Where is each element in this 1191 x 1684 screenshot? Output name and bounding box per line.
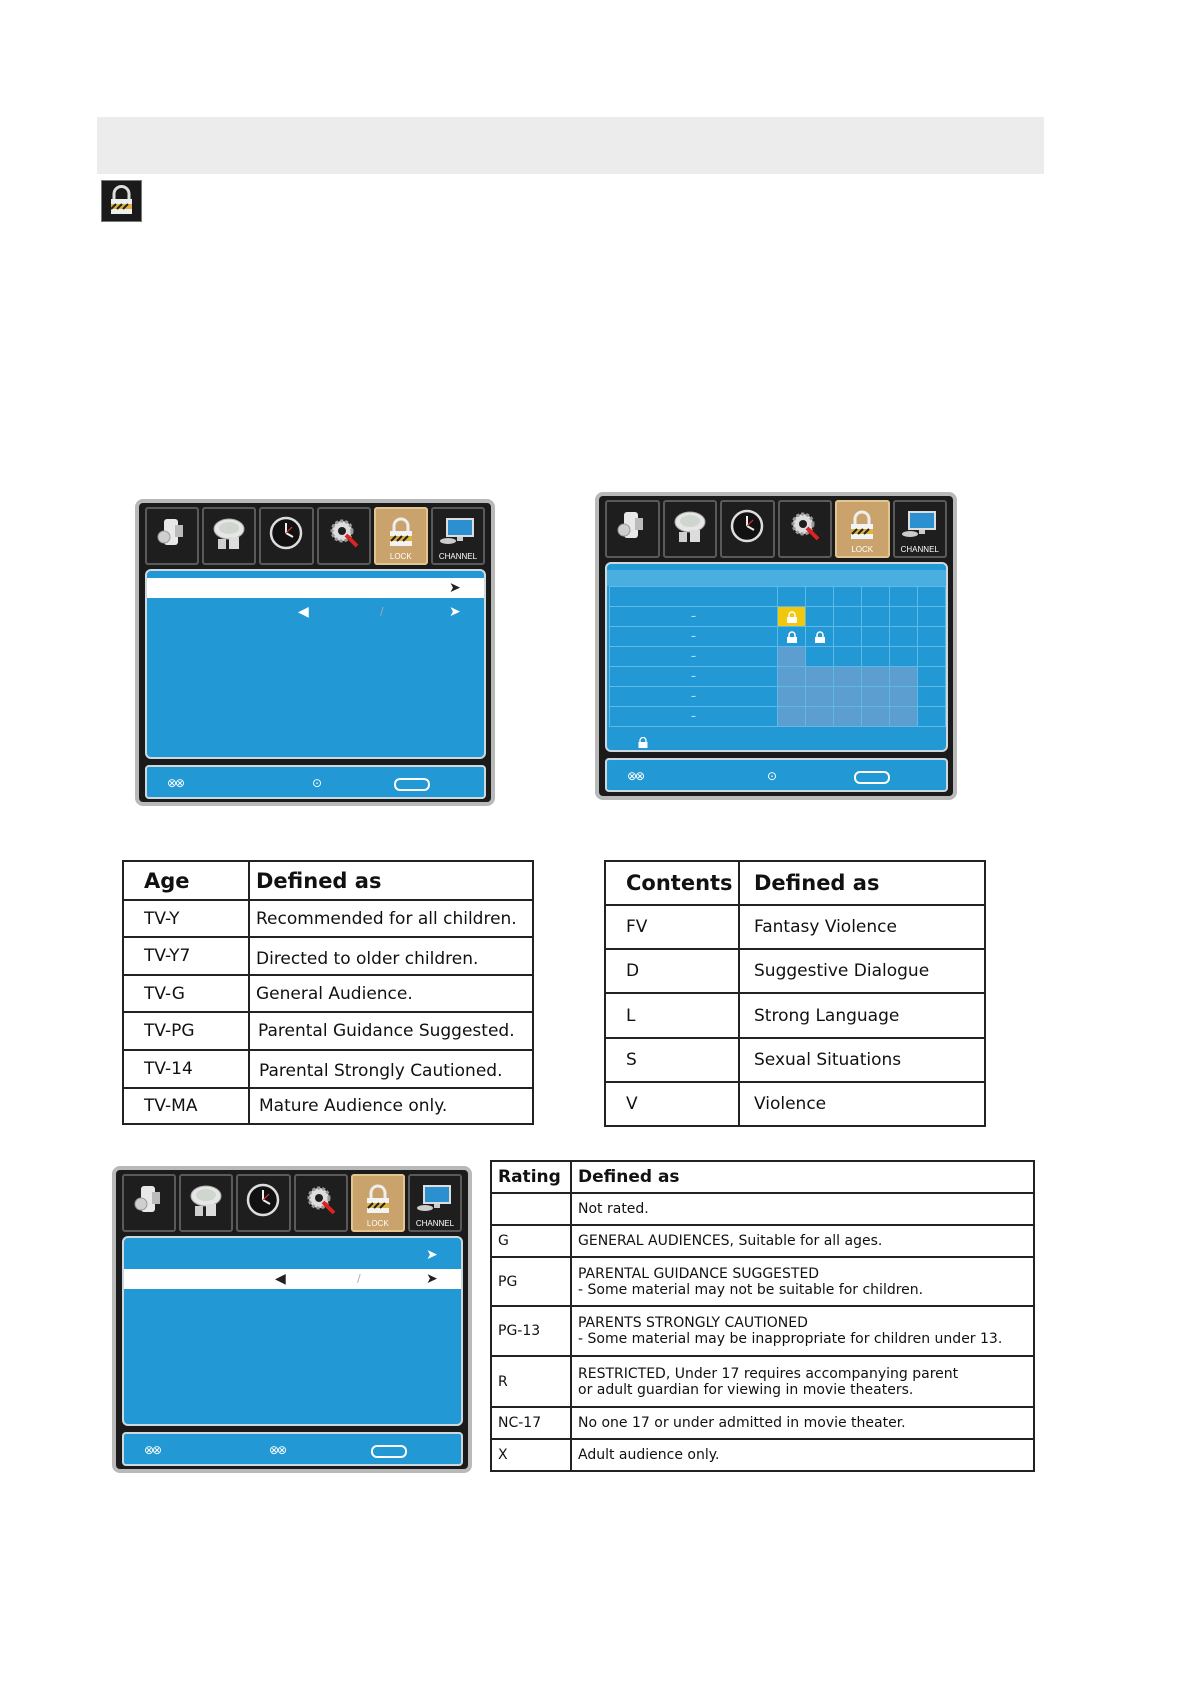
table-cell: Recommended for all children. (249, 900, 533, 937)
table-cell: Adult audience only. (571, 1439, 1034, 1471)
separator-slash: / (357, 1272, 361, 1285)
menu-tab-camera[interactable] (605, 500, 660, 558)
table-cell: S (605, 1038, 739, 1082)
menu-icon-bar (145, 507, 485, 565)
table-header: Defined as (249, 861, 533, 900)
menu-icon-bar (605, 500, 947, 558)
right-arrow-icon[interactable]: ➤ (449, 580, 461, 596)
menu-footer (122, 1432, 463, 1466)
table-cell: R (491, 1356, 571, 1407)
menu-footer (145, 765, 486, 799)
table-cell: Fantasy Violence (739, 905, 985, 949)
menu-button-icon (394, 778, 430, 791)
menu-tab-lock[interactable] (351, 1174, 405, 1232)
table-cell: TV-14 (123, 1050, 249, 1088)
right-arrow-icon[interactable]: ➤ (449, 604, 461, 620)
table-cell: Mature Audience only. (249, 1088, 533, 1124)
table-cell: GENERAL AUDIENCES, Suitable for all ages. (571, 1225, 1034, 1257)
table-cell: No one 17 or under admitted in movie theater. (571, 1407, 1034, 1439)
left-arrow-icon[interactable]: ◀ (298, 604, 309, 620)
menu-tab-monitor[interactable] (408, 1174, 462, 1232)
table-cell: NC-17 (491, 1407, 571, 1439)
menu-tab-label: CHANNEL (900, 545, 939, 554)
menu-tab-clock[interactable] (236, 1174, 290, 1232)
menu-button-icon (371, 1445, 407, 1458)
table-cell: Parental Strongly Cautioned. (249, 1050, 533, 1088)
table-cell: TV-PG (123, 1012, 249, 1050)
table-cell: Directed to older children. (249, 937, 533, 975)
menu-tab-label: LOCK (851, 545, 874, 554)
menu-panel (145, 569, 486, 759)
grid-cell-locked[interactable] (778, 607, 806, 627)
tv-menu-content-grid (595, 492, 957, 800)
menu-tab-clock[interactable] (720, 500, 775, 558)
menu-tab-label: CHANNEL (438, 552, 478, 561)
tv-menu-mpaa-rating (112, 1166, 472, 1473)
table-cell: PG (491, 1257, 571, 1306)
up-down-nav-icon: ⊗⊗ (167, 776, 184, 790)
table-cell: TV-MA (123, 1088, 249, 1124)
table-cell (491, 1193, 571, 1225)
select-nav-icon: ⊙ (767, 769, 776, 783)
left-arrow-icon[interactable]: ◀ (275, 1271, 286, 1287)
lock-icon (637, 737, 649, 748)
menu-tab-label: CHANNEL (415, 1219, 455, 1228)
menu-tab-lock[interactable] (835, 500, 890, 558)
tv-menu-age-rating (135, 499, 495, 806)
table-cell: L (605, 993, 739, 1038)
table-cell: PARENTAL GUIDANCE SUGGESTED - Some material may not be suitable for children. (571, 1257, 1034, 1306)
up-down-nav-icon: ⊗⊗ (627, 769, 644, 783)
grid-title-row (607, 570, 946, 586)
age-rating-table (122, 860, 534, 1125)
menu-tab-wrench-gear[interactable] (317, 507, 371, 565)
table-cell: Sexual Situations (739, 1038, 985, 1082)
select-nav-icon: ⊙ (312, 776, 321, 790)
up-down-nav-icon: ⊗⊗ (144, 1443, 161, 1457)
table-header: Age (123, 861, 249, 900)
menu-footer (605, 758, 948, 792)
menu-tab-wrench-gear[interactable] (294, 1174, 348, 1232)
menu-tab-speaker[interactable] (202, 507, 256, 565)
menu-tab-camera[interactable] (145, 507, 199, 565)
menu-tab-wrench-gear[interactable] (778, 500, 833, 558)
table-cell: TV-Y7 (123, 937, 249, 975)
contents-rating-table (604, 860, 986, 1127)
lock-icon (813, 631, 827, 643)
table-header: Rating (491, 1161, 571, 1193)
table-cell: TV-Y (123, 900, 249, 937)
table-cell: G (491, 1225, 571, 1257)
table-cell: X (491, 1439, 571, 1471)
table-header: Defined as (571, 1161, 1034, 1193)
rating-grid: – – – – – – (609, 586, 946, 727)
grid-cell-locked[interactable] (778, 627, 806, 647)
table-cell: General Audience. (249, 975, 533, 1012)
table-cell: Violence (739, 1082, 985, 1126)
right-arrow-icon[interactable]: ➤ (426, 1271, 438, 1287)
menu-icon-bar (122, 1174, 462, 1232)
table-cell: Parental Guidance Suggested. (249, 1012, 533, 1050)
menu-tab-speaker[interactable] (179, 1174, 233, 1232)
left-right-nav-icon: ⊗⊗ (269, 1443, 286, 1457)
menu-tab-monitor[interactable] (431, 507, 485, 565)
table-cell: TV-G (123, 975, 249, 1012)
table-cell: Not rated. (571, 1193, 1034, 1225)
table-cell: PARENTS STRONGLY CAUTIONED - Some material may be inappropriate for children under 13. (571, 1306, 1034, 1356)
menu-row-selected[interactable] (124, 1269, 461, 1289)
menu-tab-clock[interactable] (259, 507, 313, 565)
menu-tab-label: LOCK (389, 552, 412, 561)
menu-tab-monitor[interactable] (893, 500, 948, 558)
table-header: Contents (605, 861, 739, 905)
table-cell: PG-13 (491, 1306, 571, 1356)
grid-cell-locked[interactable] (806, 627, 834, 647)
mpaa-rating-table (490, 1160, 1035, 1472)
table-cell: Suggestive Dialogue (739, 949, 985, 993)
menu-row-selected[interactable] (147, 578, 484, 598)
menu-tab-label: LOCK (366, 1219, 389, 1228)
separator-slash: / (380, 605, 384, 618)
table-cell: RESTRICTED, Under 17 requires accompanying parent or adult guardian for viewing in movie theaters. (571, 1356, 1034, 1407)
table-cell: V (605, 1082, 739, 1126)
menu-panel (122, 1236, 463, 1426)
table-cell: FV (605, 905, 739, 949)
section-header-bar (97, 117, 1044, 174)
menu-tab-camera[interactable] (122, 1174, 176, 1232)
menu-tab-lock[interactable] (374, 507, 428, 565)
table-header: Defined as (739, 861, 985, 905)
lock-icon (101, 180, 142, 222)
lock-icon (785, 631, 799, 643)
right-arrow-icon[interactable]: ➤ (426, 1247, 438, 1263)
menu-tab-speaker[interactable] (663, 500, 718, 558)
table-cell: D (605, 949, 739, 993)
menu-panel (605, 562, 948, 752)
lock-icon (785, 611, 799, 623)
table-cell: Strong Language (739, 993, 985, 1038)
menu-button-icon (854, 771, 890, 784)
